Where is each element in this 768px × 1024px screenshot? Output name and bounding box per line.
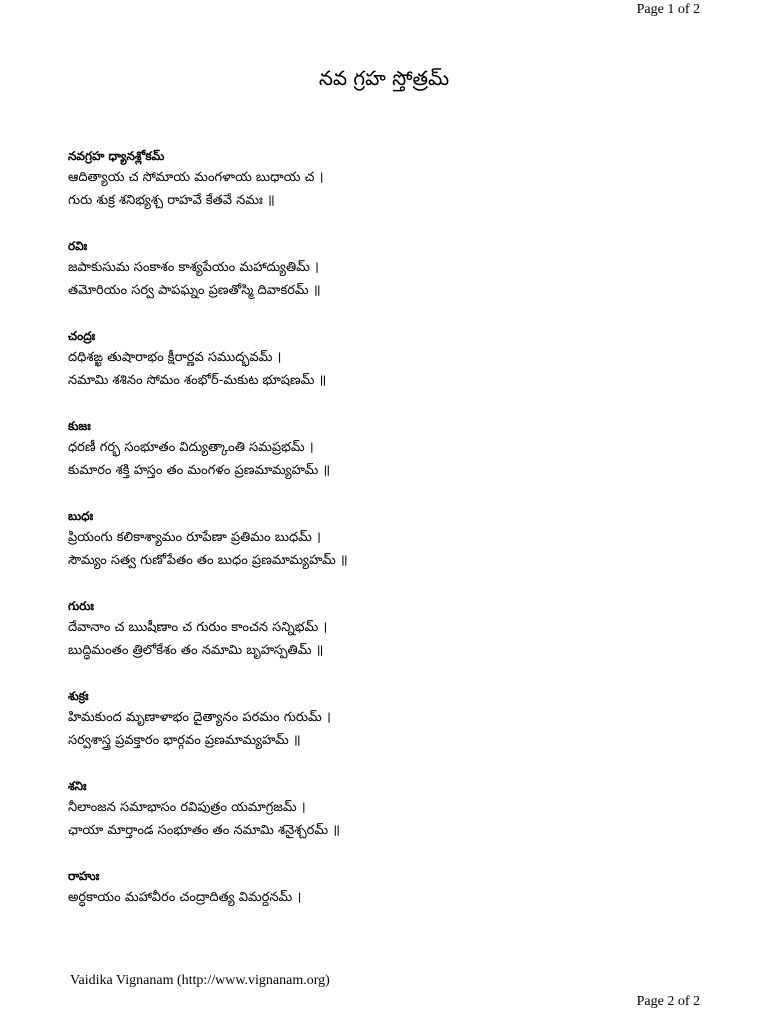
section-heading: రవిః <box>68 239 88 253</box>
section-guru <box>68 596 708 662</box>
section-shukra <box>68 686 708 752</box>
section-ravi <box>68 236 708 302</box>
verse-line: ఛాయా మార్తాండ సంభూతం తం నమామి శనైశ్చరమ్ ॥ <box>68 823 340 838</box>
section-heading: నవగ్రహ ధ్యానశ్లోకమ్ <box>68 149 165 163</box>
verse-line: గురు శుక్ర శనిభ్యశ్చ రాహవే కేతవే నమః ॥ <box>68 193 275 208</box>
verse-line: బుద్ధిమంతం త్రిలోకేశం తం నమామి బృహస్పతిమ్ ॥ <box>68 643 324 658</box>
page-number-top: Page 1 of 2 <box>636 2 700 17</box>
section-heading: చంద్రః <box>68 329 96 343</box>
verse-line: హిమకుంద మృణాళాభం దైత్యానం పరమం గురుమ్ । <box>68 710 331 725</box>
verse-line: తమోరియం సర్వ పాపఘ్నం ప్రణతోస్మి దివాకరమ్ ॥ <box>68 283 321 298</box>
verse-line: అర్ధకాయం మహావీరం చంద్రాదిత్య విమర్దనమ్ । <box>68 890 302 905</box>
verse-line: సర్వశాస్త్ర ప్రవక్తారం భార్గవం ప్రణమామ్యహమ్ ॥ <box>68 733 301 748</box>
section-chandra <box>68 326 708 392</box>
verse-line: జపాకుసుమ సంకాశం కాశ్యపేయం మహాద్యుతిమ్ । <box>68 260 319 275</box>
verse-line: కుమారం శక్తి హస్తం తం మంగళం ప్రణమామ్యహమ్ ॥ <box>68 463 331 478</box>
verse-line: నీలాంజన సమాభాసం రవిపుత్రం యమాగ్రజమ్ । <box>68 800 306 815</box>
stotram-content <box>68 146 708 933</box>
verse-line: ఆదిత్యాయ చ సోమాయ మంగళాయ బుధాయ చ । <box>68 170 324 185</box>
section-navagraha-dhyana <box>68 146 708 212</box>
section-heading: రాహుః <box>68 869 100 883</box>
section-heading: శనిః <box>68 779 87 793</box>
section-budha <box>68 506 708 572</box>
verse-line: ప్రియంగు కలికాశ్యామం రూపేణా ప్రతిమం బుధమ్ । <box>68 530 321 545</box>
verse-line: ధరణీ గర్భ సంభూతం విద్యుత్కాంతి సమప్రభమ్ । <box>68 440 314 455</box>
page-number-bottom: Page 2 of 2 <box>636 994 700 1009</box>
section-rahu <box>68 866 708 909</box>
footer-source: Vaidika Vignanam (http://www.vignanam.org) <box>70 973 330 988</box>
section-heading: గురుః <box>68 599 94 613</box>
verse-line: సౌమ్యం సత్వ గుణోపేతం తం బుధం ప్రణమామ్యహమ్ ॥ <box>68 553 348 568</box>
verse-line: దధిశఙ్ఖ తుషారాభం క్షీరార్ణవ సముద్భవమ్ । <box>68 350 282 365</box>
document-title: నవ గ్రహ స్తోత్రమ్ <box>318 66 450 90</box>
verse-line: నమామి శశినం సోమం శంభోర్-మకుట భూషణమ్ ॥ <box>68 373 327 388</box>
section-heading: బుధః <box>68 509 94 523</box>
verse-line: దేవానాం చ ఋషీణాం చ గురుం కాంచన సన్నిభమ్ । <box>68 620 328 635</box>
section-heading: శుక్రః <box>68 689 89 703</box>
section-heading: కుజః <box>68 419 91 433</box>
section-shani <box>68 776 708 842</box>
section-kuja <box>68 416 708 482</box>
